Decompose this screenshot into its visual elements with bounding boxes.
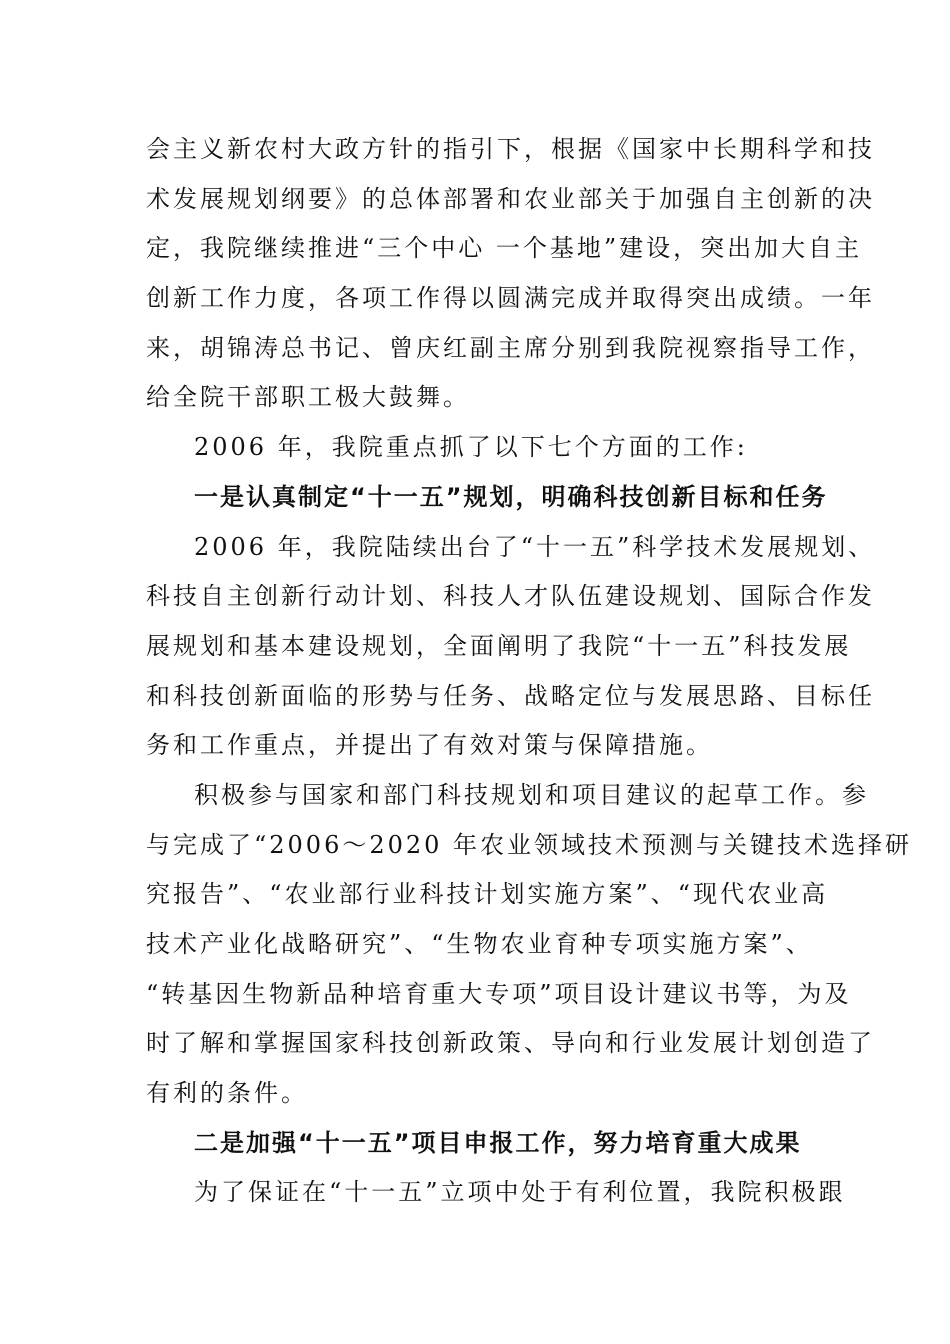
body-text-line: 究报告”、“农业部行业科技计划实施方案”、“现代农业高 [146, 880, 829, 909]
body-text-line: 与完成了“2006～2020 年农业领域技术预测与关键技术选择研 [146, 830, 913, 859]
body-text-line: 来，胡锦涛总书记、曾庆红副主席分别到我院视察指导工作， [146, 333, 875, 362]
body-text-line: 术发展规划纲要》的总体部署和农业部关于加强自主创新的决 [146, 184, 875, 213]
body-text-line: 创新工作力度，各项工作得以圆满完成并取得突出成绩。一年 [146, 284, 875, 313]
document-body [146, 125, 913, 1218]
section-heading-1: 一是认真制定“十一五”规划，明确科技创新目标和任务 [194, 482, 828, 511]
body-text-line: “转基因生物新品种培育重大专项”项目设计建议书等，为及 [146, 979, 852, 1008]
body-text-line: 时了解和掌握国家科技创新政策、导向和行业发展计划创造了 [146, 1029, 875, 1058]
paragraph-first-line: 2006 年，我院陆续出台了“十一五”科学技术发展规划、 [194, 532, 876, 561]
body-text-line: 有利的条件。 [146, 1079, 308, 1108]
paragraph-first-line: 积极参与国家和部门科技规划和项目建议的起草工作。参 [194, 780, 869, 809]
body-text-line: 科技自主创新行动计划、科技人才队伍建设规划、国际合作发 [146, 582, 875, 611]
section-heading-2: 二是加强“十一五”项目申报工作，努力培育重大成果 [194, 1128, 802, 1157]
paragraph-first-line: 2006 年，我院重点抓了以下七个方面的工作: [194, 433, 748, 462]
body-text-line: 务和工作重点，并提出了有效对策与保障措施。 [146, 731, 713, 760]
body-text-line: 展规划和基本建设规划，全面阐明了我院“十一五”科技发展 [146, 631, 852, 660]
body-text-line: 给全院干部职工极大鼓舞。 [146, 383, 470, 412]
body-text-line: 技术产业化战略研究”、“生物农业育种专项实施方案”、 [146, 930, 813, 958]
body-text-line: 会主义新农村大政方针的指引下，根据《国家中长期科学和技 [146, 135, 875, 163]
body-text-line: 和科技创新面临的形势与任务、战略定位与发展思路、目标任 [146, 681, 875, 710]
body-text-line: 定，我院继续推进“三个中心 一个基地”建设，突出加大自主 [146, 234, 863, 263]
paragraph-first-line: 为了保证在“十一五”立项中处于有利位置，我院积极跟 [194, 1178, 846, 1207]
